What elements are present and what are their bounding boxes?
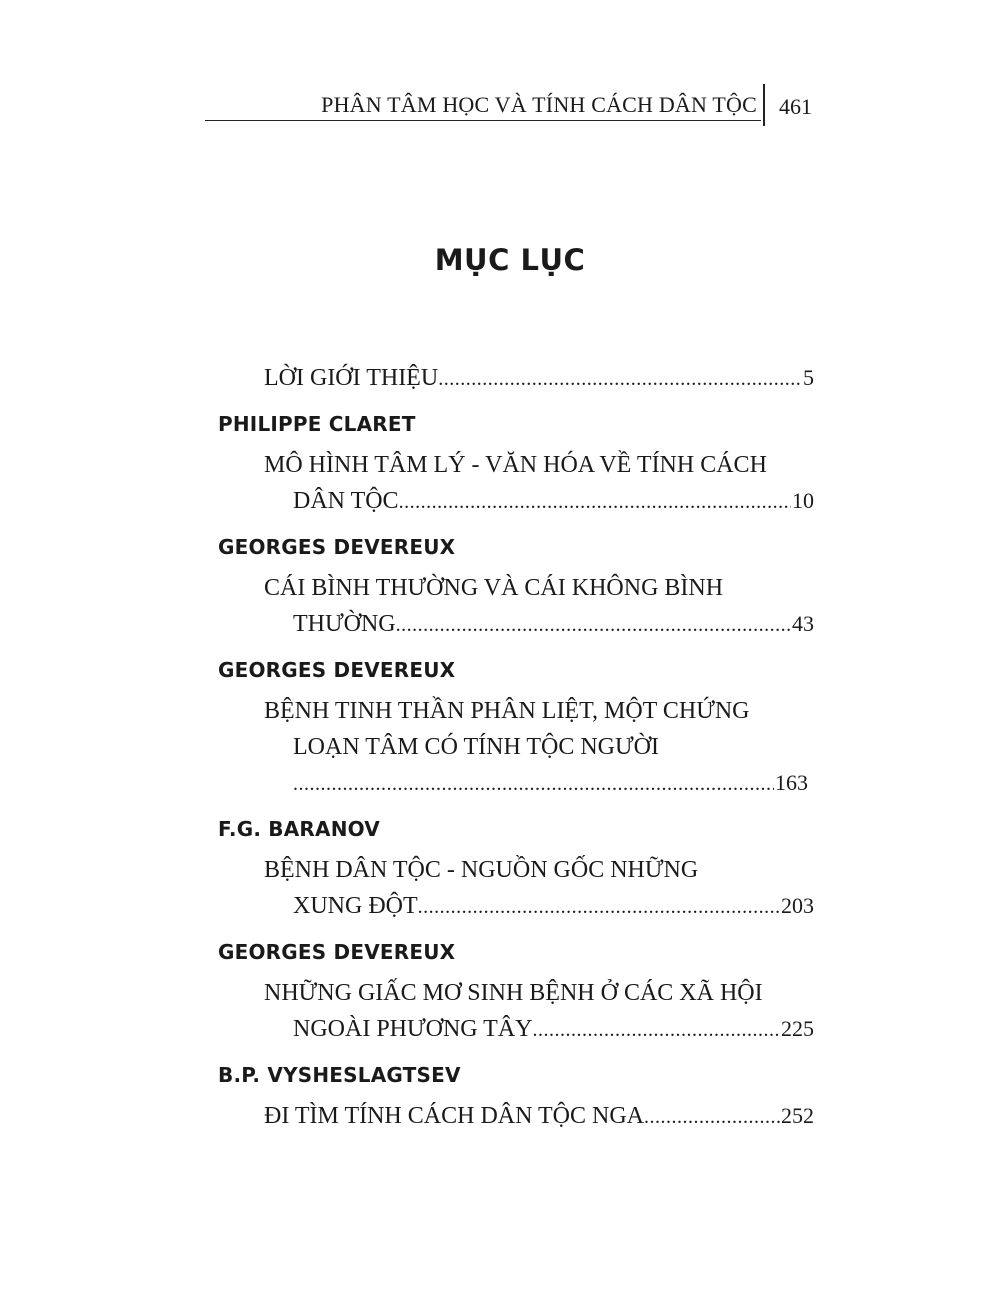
toc-author: F.G. BARANOV — [218, 817, 380, 841]
toc-entry-page: 225 — [781, 1016, 814, 1041]
running-header — [205, 88, 815, 128]
table-of-contents — [218, 360, 814, 1135]
toc-entry-title-end: NGOÀI PHƯƠNG TÂY — [293, 1016, 533, 1042]
toc-entry-title-end: DÂN TỘC — [293, 488, 399, 514]
dot-leader — [399, 484, 791, 520]
toc-author: PHILIPPE CLARET — [218, 412, 416, 436]
dot-leader — [533, 1012, 780, 1048]
toc-entry-page: 5 — [803, 365, 814, 390]
toc-entry-intro[interactable] — [218, 360, 814, 397]
dot-leader — [644, 1099, 780, 1135]
toc-entry-row — [264, 483, 814, 520]
dot-leader — [418, 889, 780, 925]
toc-author: B.P. VYSHESLAGTSEV — [218, 1063, 461, 1087]
dot-leader — [396, 607, 791, 643]
toc-entry-title: LỜI GIỚI THIỆU — [264, 365, 439, 391]
toc-entry-title-line: BỆNH TINH THẦN PHÂN LIỆT, MỘT CHỨNG — [264, 698, 750, 724]
dot-leader — [293, 766, 774, 802]
toc-entry-page: 10 — [792, 488, 814, 513]
header-divider — [763, 84, 765, 126]
toc-heading: MỤC LỤC — [434, 243, 586, 277]
toc-entry-title-line: BỆNH DÂN TỘC - NGUỒN GỐC NHỮNG — [264, 857, 699, 883]
toc-entry[interactable] — [218, 570, 814, 643]
toc-entry-row — [264, 765, 814, 802]
toc-entry-page: 203 — [781, 893, 814, 918]
toc-entry-row — [264, 360, 814, 397]
toc-entry-row — [264, 1098, 814, 1135]
toc-author: GEORGES DEVEREUX — [218, 535, 456, 559]
toc-entry-title-end: THƯỜNG — [293, 611, 396, 637]
toc-entry[interactable] — [218, 852, 814, 925]
toc-entry-page: 43 — [792, 611, 814, 636]
toc-entry-title-line: CÁI BÌNH THƯỜNG VÀ CÁI KHÔNG BÌNH — [264, 575, 724, 601]
page-number: 461 — [779, 94, 812, 119]
toc-entry-title-line: MÔ HÌNH TÂM LÝ - VĂN HÓA VỀ TÍNH CÁCH — [264, 452, 767, 478]
toc-entry-page: 163 — [775, 770, 808, 795]
toc-entry-title-line: NHỮNG GIẤC MƠ SINH BỆNH Ở CÁC XÃ HỘI — [264, 980, 763, 1006]
toc-entry-row — [264, 1011, 814, 1048]
running-title: PHÂN TÂM HỌC VÀ TÍNH CÁCH DÂN TỘC — [321, 92, 757, 117]
toc-entry[interactable] — [218, 975, 814, 1048]
toc-entry-title: ĐI TÌM TÍNH CÁCH DÂN TỘC NGA — [264, 1103, 645, 1129]
toc-entry[interactable] — [218, 693, 814, 802]
toc-entry-title-end: XUNG ĐỘT — [293, 893, 418, 919]
toc-author: GEORGES DEVEREUX — [218, 658, 456, 682]
header-rule — [205, 120, 761, 121]
toc-entry[interactable] — [218, 447, 814, 520]
toc-entry-row — [264, 888, 814, 925]
toc-entry[interactable] — [218, 1098, 814, 1135]
toc-entry-page: 252 — [781, 1103, 814, 1128]
toc-entry-title-line: LOẠN TÂM CÓ TÍNH TỘC NGƯỜI — [293, 734, 659, 760]
dot-leader — [438, 361, 802, 397]
toc-author: GEORGES DEVEREUX — [218, 940, 456, 964]
toc-entry-row — [264, 606, 814, 643]
